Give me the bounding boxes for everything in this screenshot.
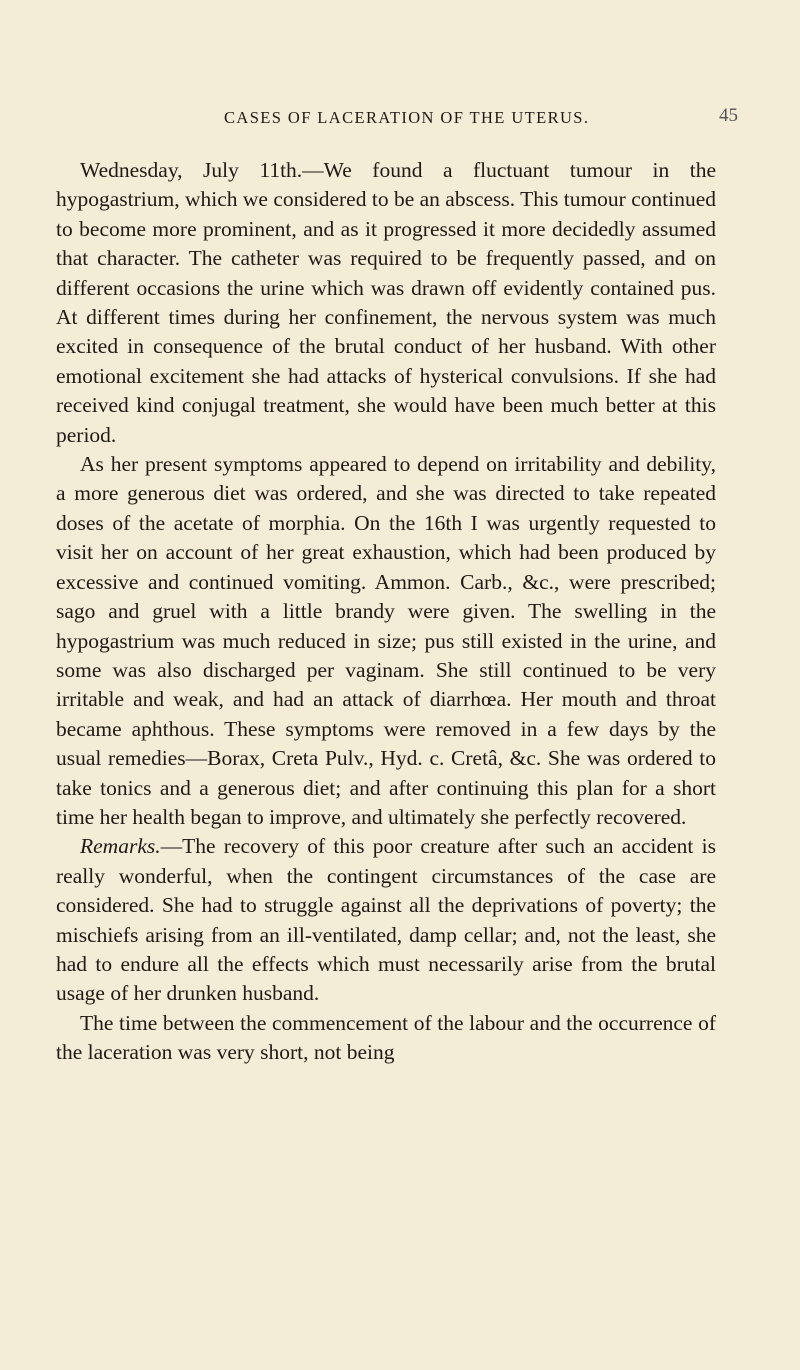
paragraph-text: —The recovery of this poor creature after such an accident is really wonderful, when the contingent circumstances of the case are considered. She had to struggle against all the deprivations of poverty; the mischiefs arising from an ill-ventilated, damp cellar; and, not the least, she had to endure all the effects which must necessarily arise from the brutal usage of her drunken husband. [56, 834, 716, 1006]
paragraph [56, 156, 716, 450]
paragraph [56, 832, 716, 1008]
paragraph-text: Wednesday, July 11th.—We found a fluctuant tumour in the hypogastrium, which we considered to be an abscess. This tumour continued to become more prominent, and as it progressed it more decidedly assumed that character. The catheter was required to be frequently passed, and on different occasions the urine which was drawn off evidently contained pus. At different times during her confinement, the nervous system was much excited in consequence of the brutal conduct of her husband. With other emotional excitement she had attacks of hysterical convulsions. If she had received kind conjugal treatment, she would have been much better at this period. [56, 158, 716, 447]
paragraph-lead: Remarks. [80, 834, 161, 859]
running-title: CASES OF LACERATION OF THE UTERUS. [224, 108, 590, 127]
paragraph [56, 450, 716, 832]
body-text [56, 156, 716, 1068]
paragraph [56, 1009, 716, 1068]
paragraph-text: The time between the commencement of the labour and the occurrence of the laceration was very short, not being [56, 1010, 716, 1065]
page-number: 45 [719, 105, 738, 126]
paragraph-text: As her present symptoms appeared to depend on irritability and debility, a more generous diet was ordered, and she was directed to take repeated doses of the acetate of morphia. On the 16th I was urgently requested to visit her on account of her great exhaustion, which had been produced by excessive and continued vomiting. Ammon. Carb., &c., were prescribed; sago and gruel with a little brandy were given. The swelling in the hypogastrium was much reduced in size; pus still existed in the urine, and some was also discharged per vaginam. She still continued to be very irritable and weak, and had an attack of diarrhœa. Her mouth and throat became aphthous. These symptoms were removed in a few days by the usual remedies—Borax, Creta Pulv., Hyd. c. Cretâ, &c. She was ordered to take tonics and a generous diet; and after continuing this plan for a short time her health began to improve, and ultimately she perfectly recovered. [56, 452, 716, 829]
running-head [60, 105, 740, 138]
